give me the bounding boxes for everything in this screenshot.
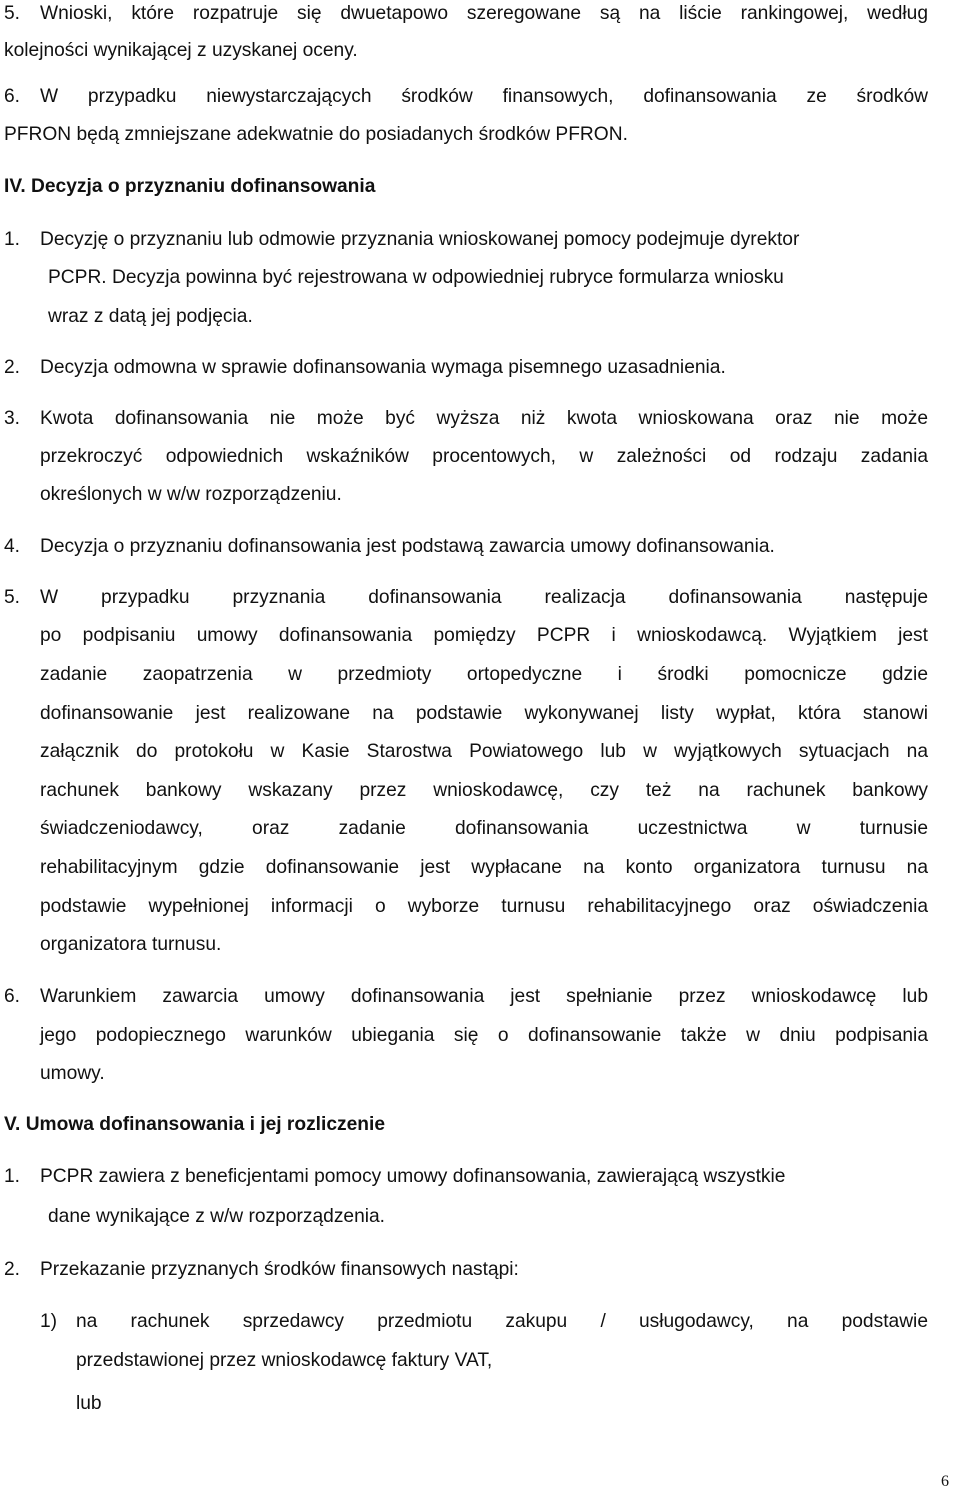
paragraph-line: Decyzja odmowna w sprawie dofinansowania wymaga pisemnego uzasadnienia. — [40, 357, 726, 378]
paragraph-line: wraz z datą jej podjęcia. — [48, 306, 253, 327]
paragraph-line: PCPR. Decyzja powinna być rejestrowana w odpowiedniej rubryce formularza wniosku — [48, 267, 784, 288]
list-number: 1. — [4, 229, 21, 250]
paragraph-line: umowy. — [40, 1063, 105, 1084]
paragraph-line: Warunkiem zawarcia umowy dofinansowania jest spełnianie przez wnioskodawcę lub — [40, 986, 928, 1007]
section-heading: V. Umowa dofinansowania i jej rozliczenie — [4, 1114, 386, 1135]
paragraph-line: lub — [76, 1393, 102, 1414]
page-number: 6 — [941, 1473, 949, 1490]
paragraph-line: zadanie zaopatrzenia w przedmioty ortopedyczne i środki pomocnicze gdzie — [40, 664, 928, 685]
paragraph-line: przedstawionej przez wnioskodawcę faktury VAT, — [76, 1350, 493, 1371]
list-number: 4. — [4, 536, 21, 557]
paragraph-line: załącznik do protokołu w Kasie Starostwa Powiatowego lub w wyjątkowych sytuacjach na — [40, 741, 928, 762]
list-number: 5. — [4, 587, 21, 608]
paragraph-line: rachunek bankowy wskazany przez wnioskodawcę, czy też na rachunek bankowy — [40, 780, 928, 801]
paragraph-line: po podpisaniu umowy dofinansowania pomiędzy PCPR i wnioskodawcą. Wyjątkiem jest — [40, 625, 928, 646]
paragraph-line: PCPR zawiera z beneficjentami pomocy umowy dofinansowania, zawierającą wszystkie — [40, 1166, 786, 1187]
paragraph-line: na rachunek sprzedawcy przedmiotu zakupu / usługodawcy, na podstawie — [76, 1311, 928, 1332]
paragraph-line: jego podopiecznego warunków ubiegania się o dofinansowanie także w dniu podpisania — [40, 1025, 928, 1046]
paragraph-line: Kwota dofinansowania nie może być wyższa niż kwota wnioskowana oraz nie może — [40, 408, 928, 429]
paragraph-line: W przypadku przyznania dofinansowania realizacja dofinansowania następuje — [40, 587, 928, 608]
section-heading: IV. Decyzja o przyznaniu dofinansowania — [4, 176, 376, 197]
paragraph-line: określonych w w/w rozporządzeniu. — [40, 484, 342, 505]
paragraph-line: kolejności wynikającej z uzyskanej oceny. — [4, 40, 358, 61]
list-number: 6. — [4, 986, 21, 1007]
paragraph-line: Decyzję o przyznaniu lub odmowie przyznania wnioskowanej pomocy podejmuje dyrektor — [40, 229, 800, 250]
paragraph-line: PFRON będą zmniejszane adekwatnie do posiadanych środków PFRON. — [4, 124, 628, 145]
list-number: 1. — [4, 1166, 21, 1187]
sub-list-number: 1) — [40, 1311, 58, 1332]
paragraph-line: podstawie wypełnionej informacji o wyborze turnusu rehabilitacyjnego oraz oświadczenia — [40, 896, 928, 917]
list-number: 3. — [4, 408, 21, 429]
list-number: 5. — [4, 3, 21, 24]
paragraph-line: Decyzja o przyznaniu dofinansowania jest podstawą zawarcia umowy dofinansowania. — [40, 536, 775, 557]
paragraph-line: dane wynikające z w/w rozporządzenia. — [48, 1206, 386, 1227]
paragraph-line: Wnioski, które rozpatruje się dwuetapowo szeregowane są na liście rankingowej, według — [40, 3, 928, 24]
paragraph-line: świadczeniodawcy, oraz zadanie dofinansowania uczestnictwa w turnusie — [40, 818, 928, 839]
list-number: 6. — [4, 86, 21, 107]
paragraph-line: przekroczyć odpowiednich wskaźników procentowych, w zależności od rodzaju zadania — [40, 446, 928, 467]
paragraph-line: organizatora turnusu. — [40, 934, 222, 955]
paragraph-line: Przekazanie przyznanych środków finansowych nastąpi: — [40, 1259, 519, 1280]
list-number: 2. — [4, 357, 21, 378]
paragraph-line: dofinansowanie jest realizowane na podstawie wykonywanej listy wypłat, która stanowi — [40, 703, 928, 724]
list-number: 2. — [4, 1259, 21, 1280]
paragraph-line: rehabilitacyjnym gdzie dofinansowanie jest wypłacane na konto organizatora turnusu na — [40, 857, 928, 878]
paragraph-line: W przypadku niewystarczających środków finansowych, dofinansowania ze środków — [40, 86, 928, 107]
